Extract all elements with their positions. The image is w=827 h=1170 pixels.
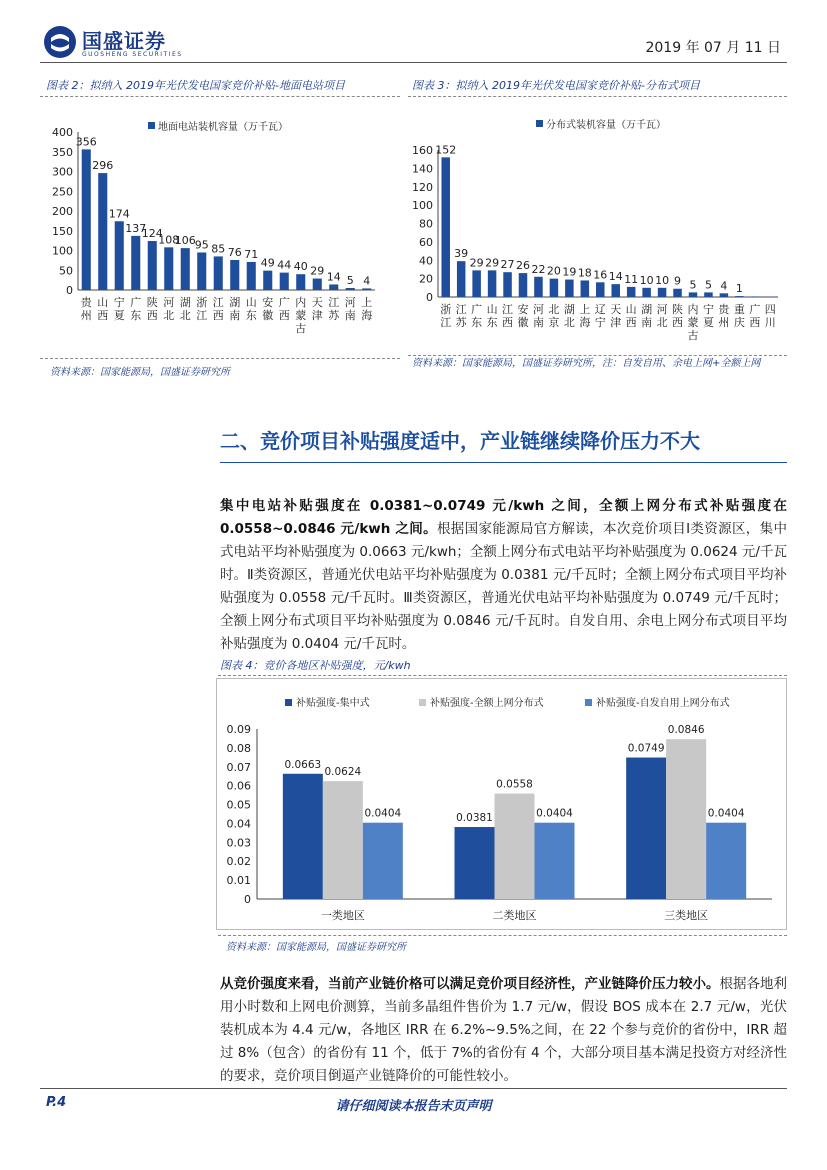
bar [457, 261, 466, 297]
data-label: 137 [125, 221, 147, 235]
legend-label: 补贴强度-集中式 [296, 698, 370, 709]
y-tick-label: 0 [244, 893, 251, 906]
paragraph2-body: 根据各地利用小时数和上网电价测算，当前多晶组件售价为 1.7 元/w，假设 BOS 成本在 2.7 元/w，光伏装机成本为 4.4 元/w，各地区 IRR 在 6.2%~9.5%之间，在 22 个参与竞价的省份中，IRR 超过 8%（包含）的省份有 11 个，低于 7%的省份有 4 个，大部分项目基本满足投资方对经济性的要求，竞价项目倒逼产业链降价的可能性较小。 [220, 976, 787, 1084]
logo-icon [42, 24, 78, 60]
category-label: 安徽 [517, 303, 529, 329]
data-label: 174 [108, 207, 130, 221]
category-label: 江苏 [328, 296, 340, 322]
bar [689, 292, 698, 297]
bar [247, 262, 256, 290]
bar [280, 273, 289, 290]
section-title: 二、竞价项目补贴强度适中，产业链继续降价压力不大 [220, 429, 700, 453]
bar [164, 247, 173, 290]
fig3-source-rule [408, 355, 787, 356]
category-label: 四川 [764, 303, 776, 329]
category-label: 浙江 [440, 303, 452, 329]
y-tick-label: 100 [52, 244, 73, 258]
bar [535, 823, 575, 899]
bar [550, 279, 559, 297]
y-tick-label: 40 [419, 254, 433, 268]
y-tick-label: 0.04 [226, 817, 251, 831]
y-tick-label: 350 [52, 145, 73, 159]
y-tick-label: 400 [52, 126, 73, 139]
y-tick-label: 100 [412, 199, 433, 213]
category-label: 湖南 [641, 303, 653, 329]
category-label: 陕西 [672, 303, 684, 329]
fig2-source-rule [40, 358, 400, 359]
bar [115, 221, 124, 290]
legend-swatch [585, 699, 592, 706]
fig3-caption: 图表 3：拟纳入 2019年光伏发电国家竞价补贴-分布式项目 [412, 79, 700, 92]
bar [181, 248, 190, 290]
category-label: 河北 [163, 296, 175, 322]
legend-swatch [285, 699, 292, 706]
category-label: 一类地区 [320, 909, 365, 922]
category-label: 湖北 [563, 303, 575, 329]
data-label: 5 [346, 274, 354, 288]
data-label: 14 [326, 270, 341, 284]
bar [534, 277, 543, 297]
bar [706, 823, 746, 899]
y-tick-label: 150 [52, 224, 73, 238]
category-label: 山西 [97, 296, 109, 322]
fig2-caption: 图表 2：拟纳入 2019年光伏发电国家竞价补贴-地面电站项目 [46, 79, 345, 92]
category-label: 湖南 [229, 296, 241, 322]
y-tick-label: 0.05 [226, 798, 251, 812]
brand-name: 国盛证券 [82, 29, 166, 53]
bar [666, 739, 706, 899]
data-label: 0.0663 [284, 758, 322, 771]
data-label: 29 [310, 264, 325, 278]
bar [441, 157, 450, 297]
category-label: 天津 [610, 303, 622, 329]
category-label: 贵州 [718, 303, 730, 329]
bar [627, 287, 636, 297]
y-tick-label: 0.06 [226, 779, 251, 793]
bar [346, 288, 355, 290]
category-label: 广西 [278, 296, 290, 322]
category-label: 河南 [532, 303, 544, 329]
bar [313, 279, 322, 290]
header-rule [40, 62, 787, 63]
fig4-caption: 图表 4：竞价各地区补贴强度，元/kwh [220, 659, 411, 672]
bar [626, 758, 666, 899]
category-label: 天津 [311, 296, 323, 322]
bar [565, 280, 574, 297]
data-label: 9 [674, 274, 682, 288]
data-label: 0.0404 [707, 807, 745, 820]
data-label: 124 [141, 227, 163, 241]
paragraph-lead: 集中电站补贴强度在 0.0381~0.0749 元/kwh 之间，全额上网分布式补贴强度在 0.0558~0.0846 元/kwh 之间。 [220, 498, 787, 537]
data-label: 44 [277, 258, 292, 272]
data-label: 106 [174, 234, 196, 248]
fig3-source: 资料来源：国家能源局，国盛证券研究所，注：自发自用、余电上网+全额上网 [412, 358, 761, 369]
data-label: 10 [639, 273, 654, 287]
legend-swatch [148, 122, 155, 129]
bar [329, 284, 338, 290]
category-label: 三类地区 [664, 909, 709, 922]
fig4-source: 资料来源：国家能源局，国盛证券研究所 [226, 942, 406, 953]
data-label: 108 [158, 233, 180, 247]
data-label: 85 [211, 242, 226, 256]
paragraph-price-pressure [220, 973, 787, 1088]
y-tick-label: 20 [419, 272, 433, 286]
bar [214, 256, 223, 290]
bar [751, 296, 760, 297]
category-label: 河南 [344, 296, 356, 322]
bar [296, 274, 305, 290]
data-label: 71 [244, 247, 259, 261]
bar [455, 827, 495, 899]
bar [642, 288, 651, 297]
y-tick-label: 80 [419, 217, 433, 231]
y-tick-label: 250 [52, 185, 73, 199]
bar [488, 270, 497, 297]
bar [148, 241, 157, 290]
y-tick-label: 120 [412, 180, 433, 194]
bar [596, 282, 605, 297]
category-label: 贵州 [80, 296, 92, 322]
data-label: 5 [704, 278, 712, 292]
y-tick-label: 0.02 [226, 855, 251, 869]
bar [673, 289, 682, 297]
paragraph-body: 根据国家能源局官方解读，本次竞价项目Ⅰ类资源区，集中式电站平均补贴强度为 0.0663 元/kwh；全额上网分布式电站平均补贴强度为 0.0624 元/千瓦时。Ⅱ类资源区，普通光伏电站平均补贴强度为 0.0381 元/千瓦时；全额上网分布式项目平均补贴强度为 0.0558 元/千瓦时。Ⅲ类资源区，普通光伏电站平均补贴强度为 0.0749 元/千瓦时；全额上网分布式项目平均补贴强度为 0.0846 元/千瓦时。自发自用、余电上网分布式项目平均补贴强度为 0.0404 元/千瓦时。 [220, 521, 787, 652]
data-label: 4 [720, 279, 728, 293]
data-label: 0.0624 [324, 766, 362, 779]
data-label: 16 [593, 268, 608, 282]
bar [581, 280, 590, 297]
paragraph-subsidy-intensity [220, 495, 787, 656]
data-label: 11 [624, 272, 639, 286]
bar [82, 149, 91, 290]
footer-disclaimer: 请仔细阅读本报告末页声明 [335, 1099, 492, 1114]
data-label: 19 [562, 265, 577, 279]
category-label: 安徽 [262, 296, 274, 322]
data-label: 0.0749 [627, 742, 665, 755]
data-label: 5 [689, 278, 697, 292]
category-label: 河北 [656, 303, 668, 329]
data-label: 0.0846 [667, 724, 705, 737]
y-tick-label: 0 [426, 291, 433, 304]
category-label: 广西 [749, 303, 761, 329]
category-label: 二类地区 [492, 909, 537, 922]
data-label: 26 [516, 259, 530, 273]
data-label: 152 [435, 143, 457, 157]
category-label: 北京 [548, 303, 560, 329]
data-label: 10 [655, 273, 670, 287]
fig2-source: 资料来源：国家能源局，国盛证券研究所 [50, 367, 230, 378]
category-label: 上海 [361, 296, 373, 322]
footer-rule [40, 1088, 787, 1089]
category-label: 江苏 [455, 303, 467, 329]
category-label: 山东 [486, 303, 498, 329]
data-label: 1 [735, 282, 743, 296]
data-label: 0.0381 [456, 812, 493, 825]
category-label: 湖北 [179, 296, 191, 322]
bar [658, 288, 667, 297]
bar [362, 288, 371, 290]
fig4-source-rule [218, 935, 787, 936]
bar [704, 292, 713, 297]
data-label: 40 [293, 260, 308, 274]
bar [720, 293, 729, 297]
category-label: 浙江 [196, 296, 208, 322]
brand-subtitle: GUOSHENG SECURITIES [82, 51, 183, 58]
category-label: 江西 [502, 303, 514, 329]
data-label: 29 [469, 256, 484, 270]
data-label: 4 [363, 274, 371, 288]
category-label: 内蒙古 [687, 303, 699, 342]
bar [230, 260, 239, 290]
fig3-caption-rule [408, 96, 787, 97]
data-label: 39 [454, 247, 469, 261]
section-rule [220, 462, 787, 463]
category-label: 辽宁 [594, 303, 606, 329]
chart-distributed [408, 100, 787, 350]
category-label: 广东 [471, 303, 483, 329]
bar [503, 272, 512, 297]
y-tick-label: 300 [52, 165, 73, 179]
bar [283, 774, 323, 899]
bar [519, 273, 528, 297]
data-label: 14 [608, 270, 623, 284]
chart-subsidy-by-region [216, 678, 787, 930]
data-label: 95 [194, 238, 209, 252]
category-label: 宁夏 [702, 303, 714, 329]
bar [131, 236, 140, 290]
bar [263, 271, 272, 290]
legend-swatch [419, 699, 426, 706]
data-label: 49 [260, 256, 275, 270]
data-label: 29 [485, 256, 500, 270]
bar [735, 296, 744, 297]
category-label: 山东 [245, 296, 257, 322]
legend-label: 补贴强度-自发自用上网分布式 [596, 698, 730, 709]
data-label: 0.0558 [496, 778, 533, 791]
category-label: 山西 [625, 303, 637, 329]
y-tick-label: 140 [412, 162, 433, 176]
data-label: 76 [227, 245, 242, 259]
paragraph2-lead: 从竞价强度来看，当前产业链价格可以满足竞价项目经济性，产业链降价压力较小。 [220, 976, 720, 992]
data-label: 356 [75, 135, 97, 149]
y-tick-label: 0.07 [226, 760, 251, 774]
legend-swatch [536, 120, 543, 127]
category-label: 内蒙古 [295, 296, 307, 335]
data-label: 296 [92, 159, 114, 173]
category-label: 广东 [130, 296, 142, 322]
y-tick-label: 0.09 [226, 723, 251, 736]
bar [197, 252, 206, 290]
data-label: 18 [577, 266, 592, 280]
data-label: 0.0404 [364, 807, 402, 820]
data-label: 0.0404 [536, 807, 573, 820]
y-tick-label: 0 [66, 284, 73, 297]
category-label: 重庆 [733, 303, 745, 329]
legend-label: 分布式装机容量（万千瓦） [546, 120, 666, 131]
category-label: 陕西 [146, 296, 158, 322]
fig4-caption-rule [218, 675, 787, 676]
data-label: 22 [531, 262, 546, 276]
bar [363, 823, 403, 899]
y-tick-label: 0.08 [226, 741, 251, 755]
category-label: 上海 [579, 303, 591, 329]
category-label: 江西 [212, 296, 224, 322]
bar [98, 173, 107, 290]
data-label: 20 [546, 264, 561, 278]
legend-label: 补贴强度-全额上网分布式 [430, 698, 544, 709]
y-tick-label: 50 [59, 264, 73, 278]
data-label: 27 [500, 258, 515, 272]
y-tick-label: 0.01 [226, 874, 251, 888]
page-number: P.4 [46, 1095, 67, 1110]
bar [472, 270, 481, 297]
bar [323, 781, 363, 899]
y-tick-label: 0.03 [226, 836, 251, 850]
y-tick-label: 200 [52, 205, 73, 218]
report-date: 2019 年 07 月 11 日 [645, 40, 781, 56]
category-label: 宁夏 [113, 296, 125, 322]
fig2-caption-rule [40, 96, 400, 97]
y-tick-label: 160 [412, 144, 433, 157]
bar [611, 284, 620, 297]
y-tick-label: 60 [419, 235, 433, 249]
bar [495, 794, 535, 899]
chart-ground-stations [40, 100, 385, 350]
legend-label: 地面电站装机容量（万千瓦） [158, 122, 288, 133]
